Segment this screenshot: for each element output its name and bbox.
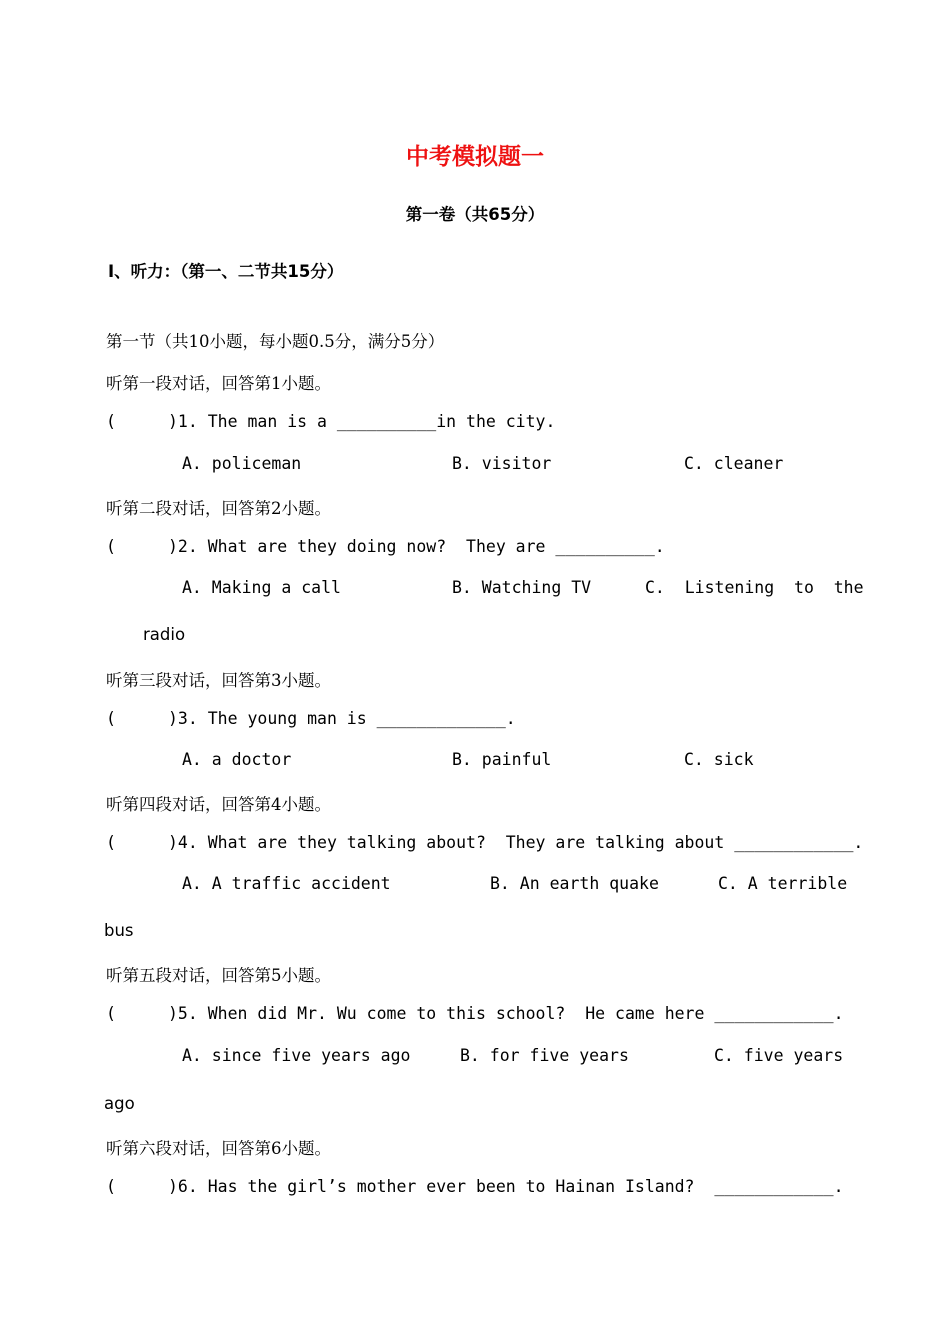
answer-paren: ( <box>106 709 116 728</box>
question-stem: )2. What are they doing now? They are __________. <box>168 537 665 556</box>
option-b: B. An earth quake <box>490 874 659 893</box>
question-6 <box>106 1177 844 1196</box>
option-a: A. since five years ago <box>182 1046 411 1065</box>
answer-paren: ( <box>106 412 116 431</box>
question-5 <box>106 1004 844 1023</box>
question-stem: )3. The young man is _____________. <box>168 709 516 728</box>
answer-paren: ( <box>106 1177 116 1196</box>
option-c: C. cleaner <box>684 454 784 473</box>
instruction-3: 听第三段对话，回答第3小题。 <box>106 671 331 690</box>
answer-paren: ( <box>106 1004 116 1023</box>
section-intro: 第一节（共10小题，每小题0.5分，满分5分） <box>106 332 445 351</box>
instruction-1: 听第一段对话，回答第1小题。 <box>106 374 331 393</box>
answer-paren: ( <box>106 833 116 852</box>
question-stem: )6. Has the girl’s mother ever been to Hainan Island? ____________. <box>168 1177 844 1196</box>
option-continuation: bus <box>104 921 134 940</box>
question-2 <box>106 537 665 556</box>
option-a: A. a doctor <box>182 750 292 769</box>
paper-subtitle: 第一卷（共65分） <box>405 205 545 224</box>
question-1 <box>106 412 555 431</box>
answer-paren: ( <box>106 537 116 556</box>
option-b: B. for five years <box>460 1046 629 1065</box>
question-stem: )1. The man is a __________in the city. <box>168 412 556 431</box>
instruction-4: 听第四段对话，回答第4小题。 <box>106 795 331 814</box>
option-c: C. A terrible <box>718 874 848 893</box>
option-b: B. Watching TV <box>452 578 592 597</box>
section-heading: Ⅰ、听力：（第一、二节共15分） <box>108 262 344 281</box>
question-stem: )5. When did Mr. Wu come to this school? He came here ____________. <box>168 1004 844 1023</box>
page-title: 中考模拟题一 <box>406 144 544 170</box>
option-continuation: ago <box>104 1094 135 1113</box>
option-b: B. painful <box>452 750 552 769</box>
option-c: C. Listening to the <box>645 578 864 597</box>
question-4 <box>106 833 863 852</box>
option-b: B. visitor <box>452 454 552 473</box>
instruction-6: 听第六段对话，回答第6小题。 <box>106 1139 331 1158</box>
instruction-5: 听第五段对话，回答第5小题。 <box>106 966 331 985</box>
option-c: C. five years <box>714 1046 844 1065</box>
option-a: A. A traffic accident <box>182 874 391 893</box>
option-continuation: radio <box>143 625 186 644</box>
question-stem: )4. What are they talking about? They are talking about ____________. <box>168 833 864 852</box>
instruction-2: 听第二段对话，回答第2小题。 <box>106 499 331 518</box>
option-c: C. sick <box>684 750 754 769</box>
option-a: A. Making a call <box>182 578 341 597</box>
option-a: A. policeman <box>182 454 302 473</box>
question-3 <box>106 709 516 728</box>
